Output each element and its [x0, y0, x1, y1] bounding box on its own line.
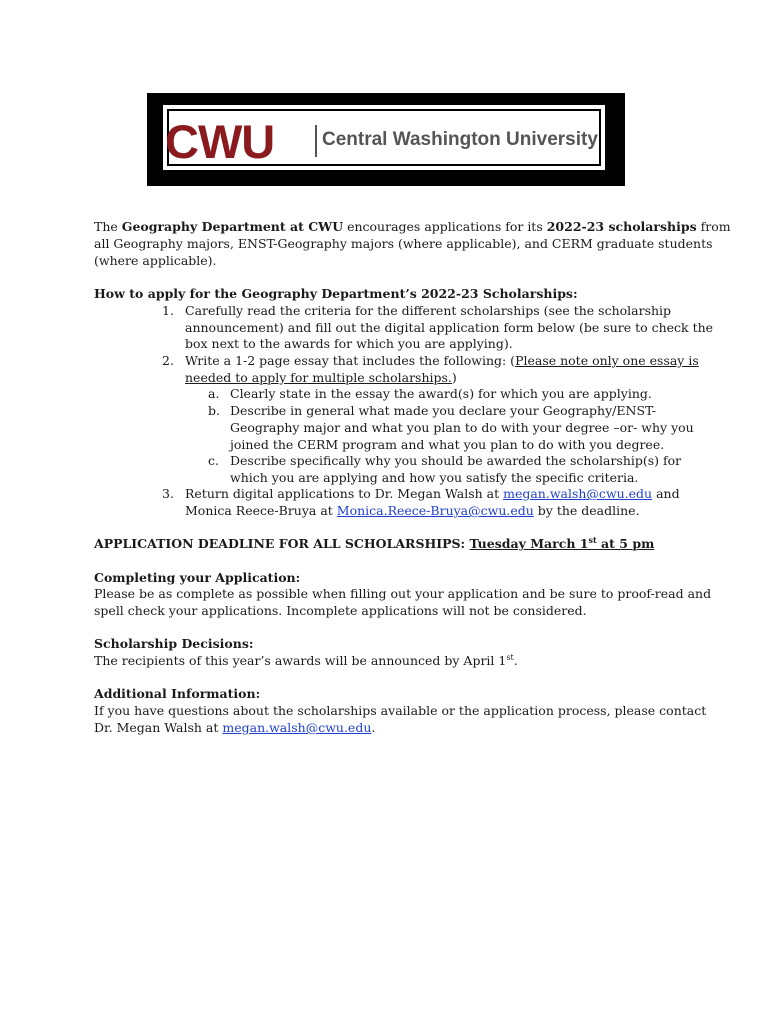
logo-university-name: Central Washington University: [322, 129, 598, 150]
item1-line-1: Carefully read the criteria for the different scholarships (see the scholarship: [185, 303, 672, 318]
intro-line-1: The Geography Department at CWU encourages applications for its 2022-23 scholarships from: [94, 219, 731, 234]
additional-line-1: If you have questions about the scholarships available or the application process, please contact: [94, 703, 707, 718]
additional-line-2: Dr. Megan Walsh at megan.walsh@cwu.edu.: [94, 720, 376, 735]
completing-heading: Completing your Application:: [94, 570, 301, 585]
sub-b-line-2: Geography major and what you plan to do with your degree –or- why you: [230, 420, 694, 435]
sub-c-num: c.: [208, 453, 219, 468]
sub-b-line-1: Describe in general what made you declare your Geography/ENST-: [230, 403, 656, 418]
list-num-3: 3.: [162, 486, 174, 501]
decisions-heading: Scholarship Decisions:: [94, 636, 254, 651]
completing-line-2: spell check your applications. Incomplete applications will not be considered.: [94, 603, 587, 618]
list-num-1: 1.: [162, 303, 174, 318]
item3-line-1: Return digital applications to Dr. Megan Walsh at megan.walsh@cwu.edu and: [185, 486, 680, 501]
intro-line-3: (where applicable).: [94, 253, 217, 268]
additional-heading: Additional Information:: [94, 686, 261, 701]
email-link-walsh-contact[interactable]: megan.walsh@cwu.edu: [222, 720, 372, 735]
email-link-walsh[interactable]: megan.walsh@cwu.edu: [503, 486, 653, 501]
decisions-line: The recipients of this year’s awards will be announced by April 1st.: [94, 652, 518, 668]
logo-divider: [315, 125, 317, 157]
intro-line-2: all Geography majors, ENST-Geography majors (where applicable), and CERM graduate students: [94, 236, 713, 251]
item1-line-2: announcement) and fill out the digital application form below (be sure to check the: [185, 320, 714, 335]
item1-line-3: box next to the awards for which you are applying).: [185, 336, 513, 351]
list-num-2: 2.: [162, 353, 174, 368]
item3-line-2: Monica Reece-Bruya at Monica.Reece-Bruya@cwu.edu by the deadline.: [185, 503, 640, 518]
sub-b-num: b.: [208, 403, 220, 418]
completing-line-1: Please be as complete as possible when filling out your application and be sure to proof-read and: [94, 586, 712, 601]
logo-mark: CWU: [165, 115, 275, 168]
sub-b-line-3: joined the CERM program and what you plan to do with you degree.: [230, 437, 665, 452]
item2-line-2: needed to apply for multiple scholarships.): [185, 370, 457, 385]
howto-heading: How to apply for the Geography Department’s 2022-23 Scholarships:: [94, 286, 578, 301]
sub-c-line-2: which you are applying and how you satisfy the specific criteria.: [230, 470, 639, 485]
deadline-line: APPLICATION DEADLINE FOR ALL SCHOLARSHIPS: Tuesday March 1st at 5 pm: [94, 534, 655, 551]
sub-c-line-1: Describe specifically why you should be awarded the scholarship(s) for: [230, 453, 682, 468]
email-link-reece-bruya[interactable]: Monica.Reece-Bruya@cwu.edu: [336, 503, 534, 518]
sub-a-num: a.: [208, 386, 220, 401]
sub-a-line: Clearly state in the essay the award(s) for which you are applying.: [230, 386, 652, 401]
item2-line-1: Write a 1-2 page essay that includes the following: (Please note only one essay is: [185, 353, 699, 368]
